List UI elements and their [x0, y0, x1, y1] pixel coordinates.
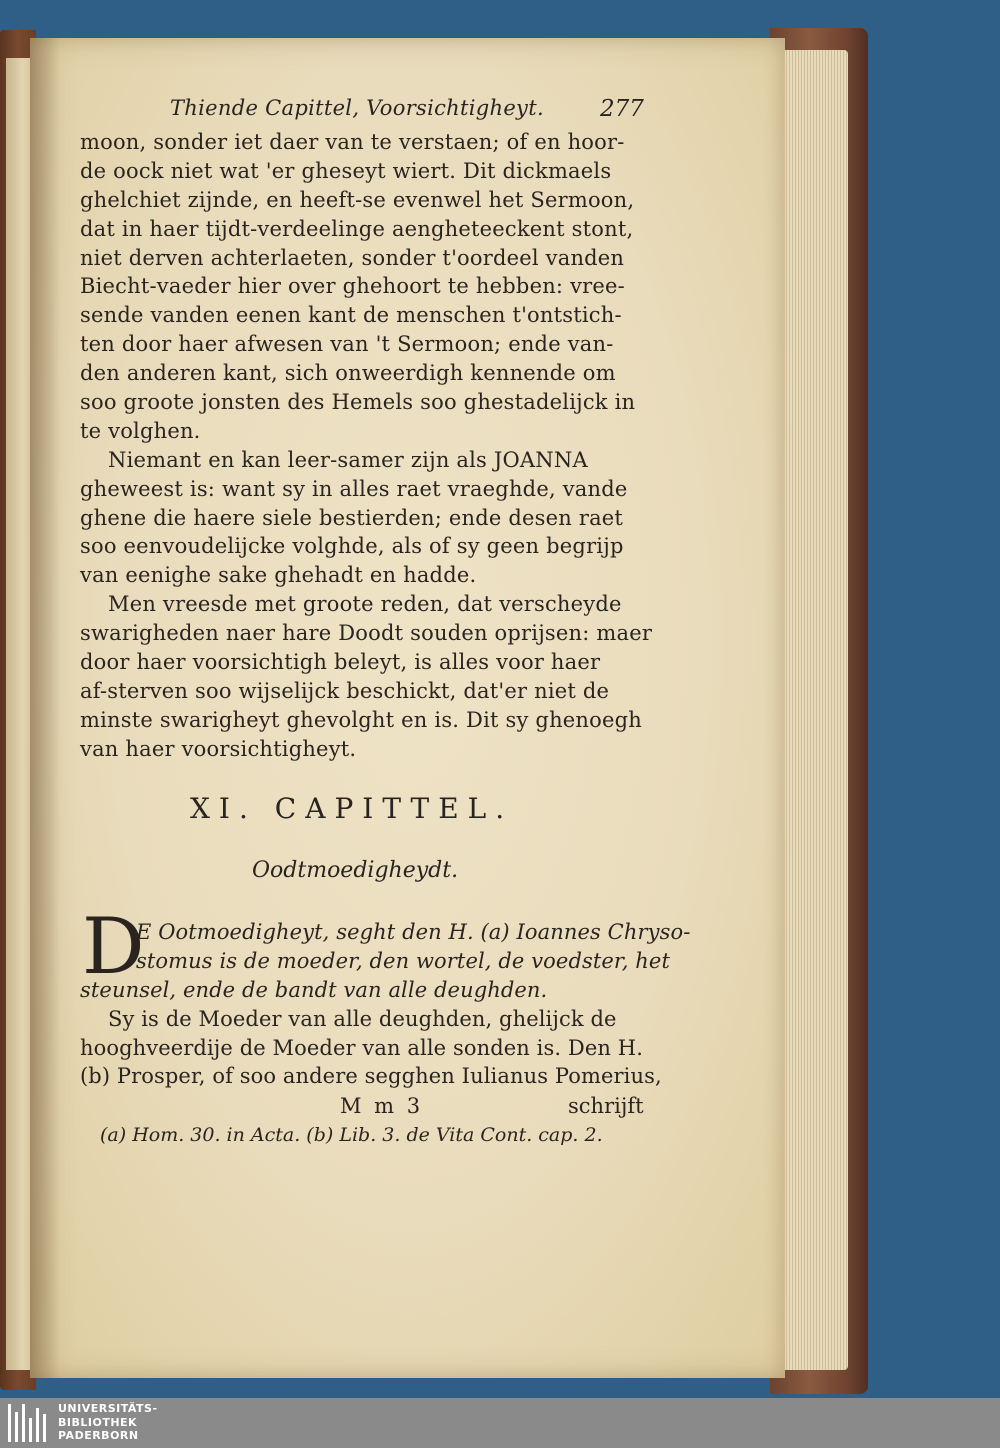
library-name	[58, 1402, 158, 1443]
text-line: gheweest is: want sy in alles raet vraeghde, vande	[80, 476, 628, 501]
text-line: moon, sonder iet daer van te verstaen; of en hoor-	[80, 130, 625, 154]
chapter-title: XI. CAPITTEL.	[190, 792, 514, 825]
footnote: (a) Hom. 30. in Acta. (b) Lib. 3. de Vita Cont. cap. 2.	[100, 1124, 603, 1146]
text-line: af-sterven soo wijselijck beschickt, dat'er niet de	[80, 678, 610, 703]
catchword: schrijft	[568, 1094, 644, 1118]
running-head: Thiende Capittel, Voorsichtigheyt.	[170, 96, 544, 120]
text-line: door haer voorsichtigh beleyt, is alles voor haer	[80, 650, 601, 675]
signature-mark: M m 3	[340, 1094, 424, 1118]
page-edges	[778, 50, 848, 1370]
text-line: minste swarigheyt ghevolght en is. Dit sy ghenoegh	[80, 707, 642, 732]
text-line: Sy is de Moeder van alle deughden, ghelijck de	[108, 1006, 617, 1031]
text-line: van eenighe sake ghehadt en hadde.	[80, 563, 477, 588]
library-name-line: PADERBORN	[58, 1429, 139, 1442]
text-line: soo groote jonsten des Hemels soo ghestadelijck in	[80, 390, 636, 415]
spine-shadow	[30, 38, 60, 1378]
text-line: swarigheden naer hare Doodt souden oprijsen: maer	[80, 621, 653, 646]
text-line: Biecht-vaeder hier over ghehoort te hebben: vree-	[80, 274, 625, 299]
text-line: stomus is de moeder, den wortel, de voedster, het	[136, 948, 671, 973]
text-line: hooghveerdije de Moeder van alle sonden is. Den H.	[80, 1035, 643, 1060]
body-text	[80, 128, 653, 764]
chapter-subtitle: Oodtmoedigheydt.	[252, 858, 459, 883]
text-line: (b) Prosper, of soo andere segghen Iulianus Pomerius,	[80, 1064, 662, 1089]
text-line: steunsel, ende de bandt van alle deughden.	[80, 977, 548, 1002]
text-line: den anderen kant, sich onweerdigh kennende om	[80, 361, 616, 386]
library-footer	[0, 1398, 1000, 1448]
text-line: ten door haer afwesen van 't Sermoon; ende van-	[80, 332, 614, 357]
text-line: ghene die haere siele bestierden; ende desen raet	[80, 505, 624, 530]
text-line: sende vanden eenen kant de menschen t'ontstich-	[80, 303, 622, 328]
text-line: van haer voorsichtigheyt.	[80, 736, 357, 761]
text-line: niet derven achterlaeten, sonder t'oordeel vanden	[80, 245, 625, 270]
library-name-line: UNIVERSITÄTS-	[58, 1402, 158, 1415]
text-line: soo eenvoudelijcke volghde, als of sy geen begrijp	[80, 534, 624, 559]
page-number: 277	[600, 96, 644, 122]
text-line: Men vreesde met groote reden, dat verscheyde	[108, 592, 622, 617]
chapter-text	[80, 918, 691, 1091]
text-line: E Ootmoedigheyt, seght den H. (a) Ioannes Chryso-	[136, 920, 691, 944]
text-line: dat in haer tijdt-verdeelinge aengheteeckent stont,	[80, 216, 634, 241]
text-line: de oock niet wat 'er gheseyt wiert. Dit dickmaels	[80, 158, 612, 183]
library-name-line: BIBLIOTHEK	[58, 1415, 138, 1429]
drop-cap: D	[82, 902, 145, 992]
text-line: te volghen.	[80, 418, 201, 443]
text-line: Niemant en kan leer-samer zijn als JOANNA	[108, 447, 588, 472]
text-line: ghelchiet zijnde, en heeft-se evenwel het Sermoon,	[80, 187, 635, 212]
library-logo-icon	[8, 1404, 48, 1442]
